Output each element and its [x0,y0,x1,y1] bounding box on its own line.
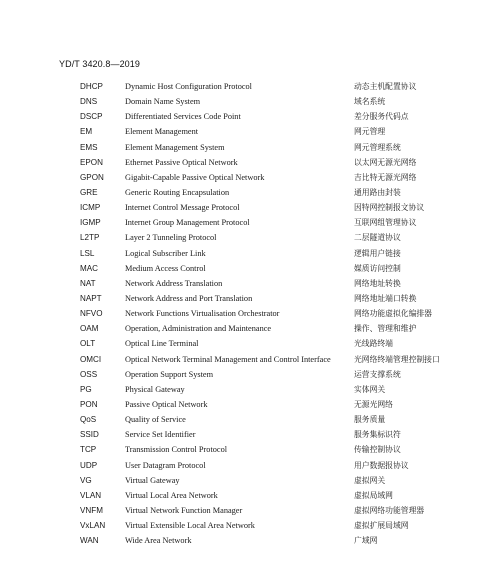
abbreviation-row [0,336,500,351]
abbreviation-term: UDP [80,460,98,470]
english-expansion: Optical Line Terminal [125,339,199,349]
chinese-expansion: 广域网 [354,536,378,546]
chinese-expansion: 域名系统 [354,97,386,107]
chinese-expansion: 以太网无源光网络 [354,157,417,167]
abbreviation-term: GPON [80,172,104,182]
chinese-expansion: 网元管理 [354,127,386,137]
english-expansion: Internet Group Management Protocol [125,218,250,228]
english-expansion: Medium Access Control [125,263,206,273]
english-expansion: Virtual Local Area Network [125,490,218,500]
abbreviation-row [0,352,500,367]
abbreviation-term: EM [80,127,93,137]
abbreviation-term: IGMP [80,218,101,228]
abbreviation-row [0,94,500,109]
abbreviation-term: TCP [80,445,97,455]
abbreviation-term: DNS [80,97,98,107]
abbreviation-term: OAM [80,324,99,334]
abbreviation-row [0,124,500,139]
english-expansion: Layer 2 Tunneling Protocol [125,233,217,243]
abbreviation-row [0,442,500,457]
abbreviation-row [0,321,500,336]
chinese-expansion: 服务质量 [354,415,386,425]
abbreviation-term: PON [80,399,98,409]
chinese-expansion: 通用路由封装 [354,187,401,197]
abbreviation-row [0,458,500,473]
english-expansion: Quality of Service [125,415,186,425]
english-expansion: Wide Area Network [125,536,192,546]
english-expansion: Operation, Administration and Maintenance [125,324,272,334]
english-expansion: Operation Support System [125,369,214,379]
english-expansion: Transmission Control Protocol [125,445,228,455]
english-expansion: Virtual Extensible Local Area Network [125,521,255,531]
chinese-expansion: 运营支撑系统 [354,369,401,379]
abbreviation-term: QoS [80,415,97,425]
abbreviation-list [0,79,500,548]
abbreviation-term: EPON [80,157,103,167]
abbreviation-term: OSS [80,369,98,379]
abbreviation-term: PG [80,384,92,394]
abbreviation-row [0,488,500,503]
chinese-expansion: 实体网关 [354,384,386,394]
abbreviation-row [0,397,500,412]
chinese-expansion: 光线路终端 [354,339,393,349]
chinese-expansion: 因特网控制报文协议 [354,203,425,213]
abbreviation-row [0,473,500,488]
abbreviation-row [0,533,500,548]
abbreviation-row [0,412,500,427]
abbreviation-term: DSCP [80,112,103,122]
document-id-header: YD/T 3420.8—2019 [59,59,140,69]
abbreviation-term: DHCP [80,82,103,91]
abbreviation-row [0,276,500,291]
abbreviation-row [0,367,500,382]
english-expansion: Element Management [125,127,199,137]
english-expansion: Service Set Identifier [125,430,196,440]
chinese-expansion: 逻辑用户链接 [354,248,401,258]
chinese-expansion: 虚拟扩展局域网 [354,521,409,531]
chinese-expansion: 互联网组管理协议 [354,218,417,228]
abbreviation-term: ICMP [80,203,101,213]
chinese-expansion: 差分服务代码点 [354,112,409,122]
abbreviation-row [0,185,500,200]
english-expansion: Gigabit-Capable Passive Optical Network [125,172,265,182]
english-expansion: Network Address and Port Translation [125,293,253,303]
english-expansion: Domain Name System [125,97,201,107]
abbreviation-row [0,518,500,533]
chinese-expansion: 吉比特无源光网络 [354,172,417,182]
abbreviation-term: L2TP [80,233,100,243]
abbreviation-term: VLAN [80,490,102,500]
abbreviation-row [0,215,500,230]
english-expansion: Differentiated Services Code Point [125,112,241,122]
english-expansion: Virtual Gateway [125,475,180,485]
abbreviation-term: OMCI [80,354,102,364]
abbreviation-term: GRE [80,187,98,197]
abbreviation-row [0,261,500,276]
chinese-expansion: 无源光网络 [354,399,393,409]
abbreviation-row [0,246,500,261]
abbreviation-term: LSL [80,248,95,258]
chinese-expansion: 网络地址转换 [354,278,401,288]
english-expansion: Network Address Translation [125,278,223,288]
english-expansion: Element Management System [125,142,225,152]
chinese-expansion: 光网络终端管理控制接口 [354,354,440,364]
abbreviation-row [0,155,500,170]
abbreviation-term: NFVO [80,309,103,319]
chinese-expansion: 虚拟网络功能管理器 [354,505,425,515]
english-expansion: Ethernet Passive Optical Network [125,157,238,167]
abbreviation-row [0,427,500,442]
abbreviation-row [0,306,500,321]
abbreviation-row [0,230,500,245]
chinese-expansion: 虚拟网关 [354,475,386,485]
english-expansion: Physical Gateway [125,384,185,394]
english-expansion: Network Functions Virtualisation Orchestrator [125,309,280,319]
english-expansion: Generic Routing Encapsulation [125,187,230,197]
chinese-expansion: 网络功能虚拟化编排器 [354,309,432,319]
english-expansion: Logical Subscriber Link [125,248,206,258]
abbreviation-row [0,382,500,397]
abbreviation-term: VNFM [80,505,103,515]
abbreviation-term: VG [80,475,92,485]
chinese-expansion: 二层隧道协议 [354,233,401,243]
abbreviation-term: SSID [80,430,99,440]
abbreviation-row [0,170,500,185]
abbreviation-row [0,503,500,518]
abbreviation-term: VxLAN [80,521,106,531]
chinese-expansion: 服务集标识符 [354,430,401,440]
chinese-expansion: 用户数据报协议 [354,460,409,470]
abbreviation-term: WAN [80,536,99,546]
abbreviation-term: NAT [80,278,96,288]
chinese-expansion: 网络地址端口转换 [354,293,417,303]
abbreviation-row [0,109,500,124]
english-expansion: User Datagram Protocol [125,460,206,470]
abbreviation-term: OLT [80,339,96,349]
chinese-expansion: 操作、管理和维护 [354,324,417,334]
abbreviation-row [0,140,500,155]
chinese-expansion: 媒质访问控制 [354,263,401,273]
chinese-expansion: 网元管理系统 [354,142,401,152]
abbreviation-term: MAC [80,263,98,273]
chinese-expansion: 动态主机配置协议 [354,82,417,91]
abbreviation-term: EMS [80,142,98,152]
english-expansion: Internet Control Message Protocol [125,203,240,213]
english-expansion: Virtual Network Function Manager [125,505,243,515]
abbreviation-term: NAPT [80,293,102,303]
abbreviation-row [0,79,500,94]
english-expansion: Passive Optical Network [125,399,208,409]
english-expansion: Optical Network Terminal Management and Control Interface [125,354,331,364]
english-expansion: Dynamic Host Configuration Protocol [125,82,252,91]
chinese-expansion: 传输控制协议 [354,445,401,455]
chinese-expansion: 虚拟局域网 [354,490,393,500]
abbreviation-row [0,291,500,306]
abbreviation-row [0,200,500,215]
